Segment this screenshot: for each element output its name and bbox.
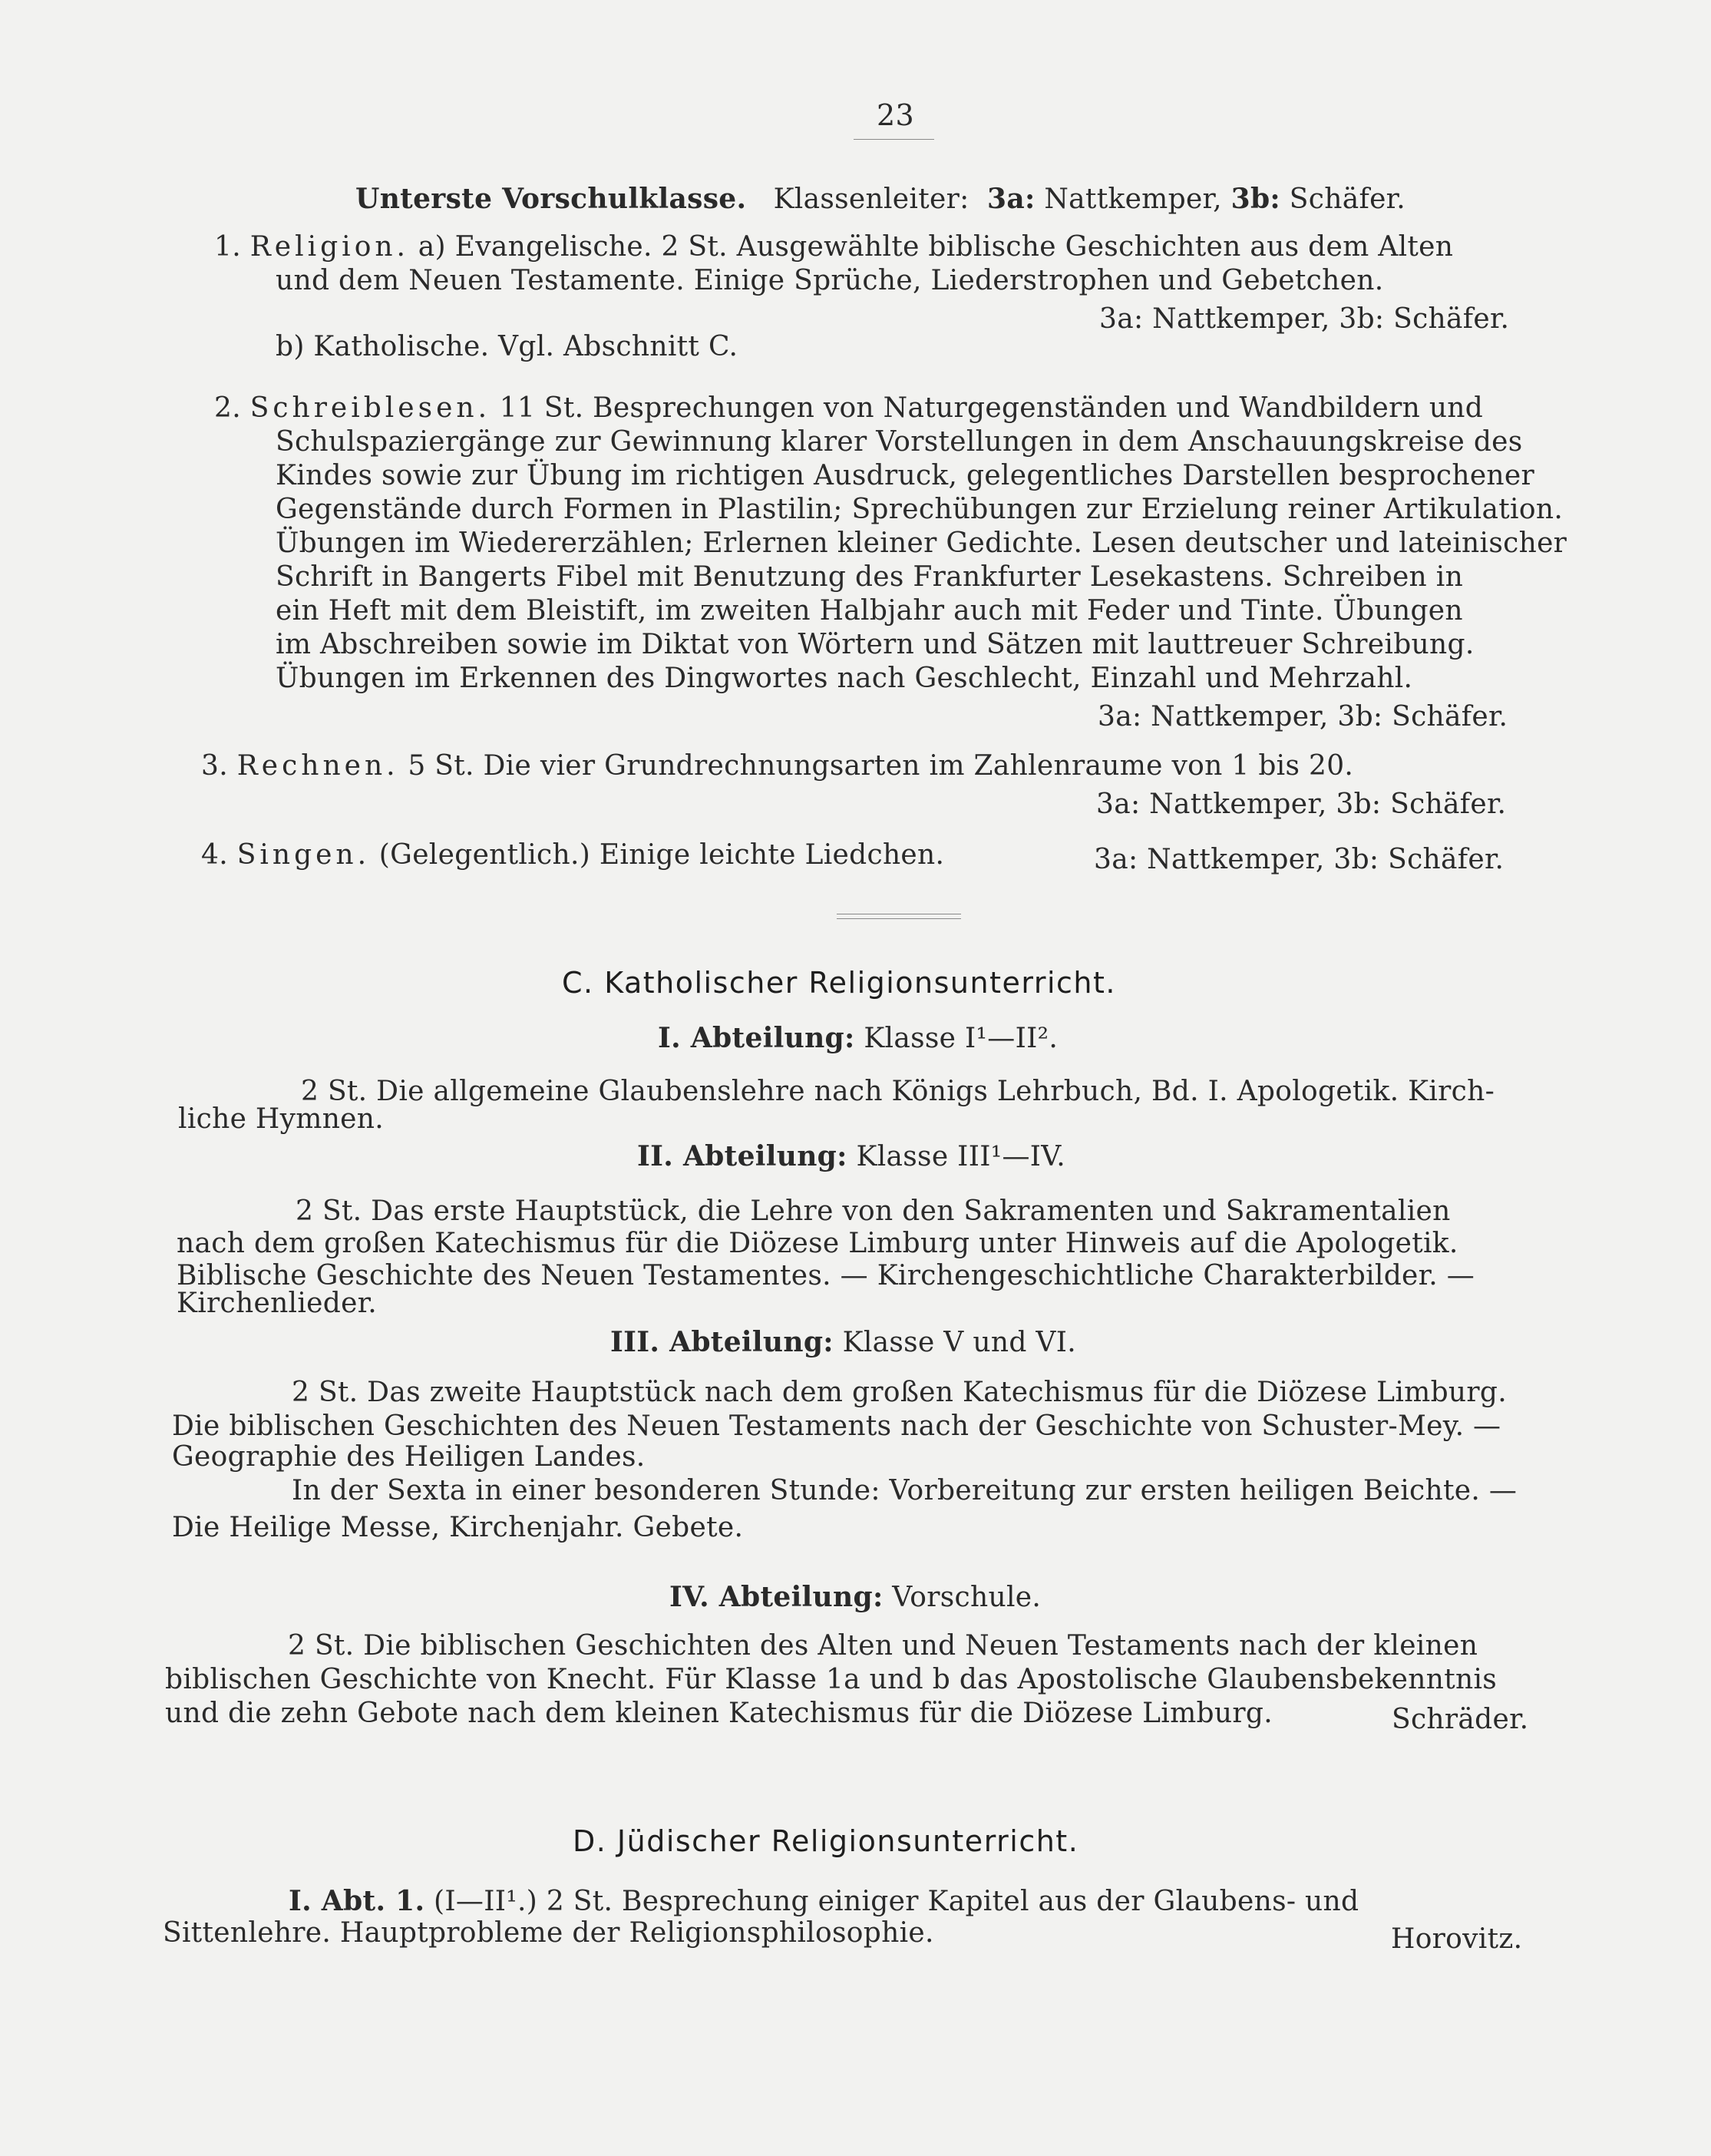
division-label: IV. Abteilung: (669, 1581, 884, 1613)
section-d-heading: D. Jüdischer Religionsunterricht. (573, 1824, 1079, 1858)
subject-line (201, 749, 1353, 783)
division-line: Kirchenlieder. (177, 1288, 378, 1319)
subject-line: ein Heft mit dem Bleistift, im zweiten Halbjahr auch mit Feder und Tinte. Übungen (276, 595, 1463, 627)
subject-line: im Abschreiben sowie im Diktat von Wörtern und Sätzen mit lauttreuer Schreibung. (276, 629, 1475, 660)
subject-line (214, 392, 1587, 425)
section-d-teacher: Horovitz. (1391, 1923, 1523, 1955)
division-classes: Klasse I¹—II². (864, 1023, 1059, 1054)
subject-line: Gegenstände durch Formen in Plastilin; Sprechübungen zur Erzielung reiner Artikulation. (276, 494, 1564, 525)
page-number-rule (854, 139, 934, 140)
subject-name: Rechnen. (236, 750, 399, 782)
division-line: In der Sexta in einer besonderen Stunde: Vorbereitung zur ersten heiligen Beichte. — (292, 1475, 1518, 1506)
subject-line (201, 838, 944, 872)
subject-line (214, 230, 1587, 264)
division-heading (610, 1325, 1076, 1360)
subject-text: 11 St. Besprechungen von Naturgegenständen und Wandbildern und (499, 392, 1484, 424)
page-number: 23 (877, 98, 914, 132)
division-line: 2 St. Die allgemeine Glaubenslehre nach Königs Lehrbuch, Bd. I. Apologetik. Kirch- (301, 1076, 1495, 1107)
leiter-3a-label: 3a: (987, 183, 1036, 215)
division-teacher: Schräder. (1392, 1704, 1529, 1735)
section-d-label: I. Abt. 1. (289, 1885, 425, 1917)
subject-number: 1. (214, 231, 241, 263)
division-line: Geographie des Heiligen Landes. (172, 1441, 646, 1473)
division-classes: Klasse V und VI. (842, 1327, 1076, 1358)
division-heading (637, 1139, 1065, 1174)
division-label: I. Abteilung: (658, 1022, 855, 1054)
teacher-assignment: 3a: Nattkemper, 3b: Schäfer. (1094, 844, 1505, 875)
subject-line: Kindes sowie zur Übung im richtigen Ausdruck, gelegentliches Darstellen besprochener (276, 460, 1535, 491)
division-line: Die Heilige Messe, Kirchenjahr. Gebete. (172, 1512, 744, 1543)
subject-text: 5 St. Die vier Grundrechnungsarten im Zahlenraume von 1 bis 20. (408, 750, 1354, 782)
subject-note: b) Katholische. Vgl. Abschnitt C. (276, 331, 738, 362)
division-line: nach dem großen Katechismus für die Diözese Limburg unter Hinweis auf die Apologetik. (177, 1228, 1458, 1259)
section-d-line (289, 1884, 1359, 1919)
section-c-heading: C. Katholischer Religionsunterricht. (562, 966, 1116, 1000)
leiter-3a-name: Nattkemper, (1044, 184, 1222, 215)
division-heading (669, 1580, 1041, 1615)
division-line: biblischen Geschichte von Knecht. Für Klasse 1a und b das Apostolische Glaubensbekenntnis (165, 1664, 1498, 1695)
division-line: Die biblischen Geschichten des Neuen Testaments nach der Geschichte von Schuster-Mey. — (172, 1410, 1501, 1442)
section-d-text: (I—II¹.) 2 St. Besprechung einiger Kapitel aus der Glaubens- und (434, 1886, 1359, 1917)
subject-name: Religion. (249, 231, 410, 263)
subject-line: Schulspaziergänge zur Gewinnung klarer Vorstellungen in dem Anschauungskreise des (276, 426, 1523, 458)
teacher-assignment: 3a: Nattkemper, 3b: Schäfer. (1099, 303, 1510, 335)
subject-line: Schrift in Bangerts Fibel mit Benutzung des Frankfurter Lesekastens. Schreiben in (276, 561, 1464, 593)
subject-number: 4. (201, 839, 228, 871)
division-line: und die zehn Gebote nach dem kleinen Katechismus für die Diözese Limburg. (165, 1698, 1273, 1729)
subject-line: Übungen im Erkennen des Dingwortes nach Geschlecht, Einzahl und Mehrzahl. (276, 663, 1413, 694)
subject-line: und dem Neuen Testamente. Einige Sprüche, Liederstrophen und Gebetchen. (276, 265, 1384, 296)
subject-line: Übungen im Wiedererzählen; Erlernen kleiner Gedichte. Lesen deutscher und lateinischer (276, 527, 1567, 559)
teacher-assignment: 3a: Nattkemper, 3b: Schäfer. (1096, 789, 1507, 820)
vorschul-header (355, 182, 1405, 217)
division-line: Biblische Geschichte des Neuen Testamentes. — Kirchengeschichtliche Charakterbilder. — (177, 1260, 1475, 1291)
division-label: II. Abteilung: (637, 1140, 847, 1172)
division-classes: Vorschule. (892, 1582, 1042, 1613)
division-line: 2 St. Das zweite Hauptstück nach dem großen Katechismus für die Diözese Limburg. (292, 1377, 1508, 1408)
section-d-line: Sittenlehre. Hauptprobleme der Religionsphilosophie. (163, 1917, 934, 1949)
division-line: 2 St. Die biblischen Geschichten des Alten und Neuen Testaments nach der kleinen (288, 1630, 1478, 1662)
leiter-label: Klassenleiter: (773, 184, 969, 215)
subject-number: 2. (214, 392, 241, 424)
division-line: liche Hymnen. (178, 1103, 385, 1135)
division-heading (658, 1021, 1058, 1056)
subject-number: 3. (201, 750, 228, 782)
vorschul-title: Unterste Vorschulklasse. (355, 183, 747, 215)
teacher-assignment: 3a: Nattkemper, 3b: Schäfer. (1098, 701, 1508, 732)
section-divider (837, 918, 961, 919)
subject-name: Schreiblesen. (249, 392, 491, 424)
subject-text: (Gelegentlich.) Einige leichte Liedchen. (378, 839, 945, 871)
subject-name: Singen. (236, 839, 371, 871)
leiter-3b-label: 3b: (1230, 183, 1281, 215)
division-line: 2 St. Das erste Hauptstück, die Lehre von den Sakramenten und Sakramentalien (296, 1195, 1451, 1227)
leiter-3b-name: Schäfer. (1289, 184, 1405, 215)
subject-text: a) Evangelische. 2 St. Ausgewählte biblische Geschichten aus dem Alten (418, 231, 1454, 263)
division-label: III. Abteilung: (610, 1326, 834, 1358)
division-classes: Klasse III¹—IV. (856, 1141, 1066, 1172)
